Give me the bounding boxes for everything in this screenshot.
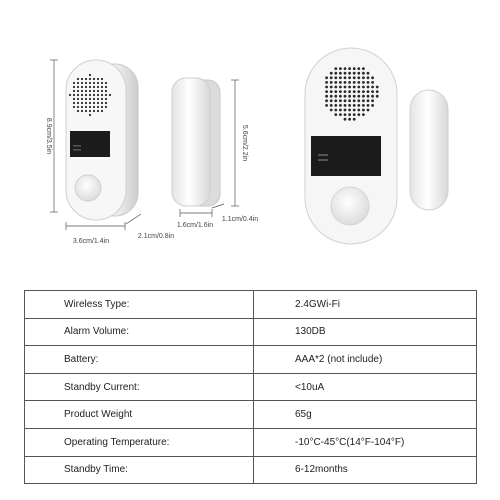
spec-label: Alarm Volume: (25, 318, 254, 346)
spec-row (25, 373, 477, 401)
alarm-unit-angled (66, 60, 138, 220)
door-sensor-angled (172, 78, 220, 206)
spec-label: Standby Time: (25, 456, 254, 484)
spec-value: 65g (254, 401, 477, 429)
spec-value: -10°C-45°C(14°F-104°F) (254, 428, 477, 456)
spec-label: Battery: (25, 346, 254, 374)
spec-value: AAA*2 (not include) (254, 346, 477, 374)
alarm-button-front (331, 187, 369, 225)
spec-row (25, 318, 477, 346)
spec-row (25, 401, 477, 429)
sensor-width-dimension (180, 209, 212, 217)
main-width-dimension (66, 222, 125, 230)
spec-row (25, 456, 477, 484)
spec-row (25, 428, 477, 456)
spec-value: 130DB (254, 318, 477, 346)
sensor-height-dimension (231, 80, 239, 206)
spec-label: Operating Temperature: (25, 428, 254, 456)
display-panel (70, 131, 110, 157)
alarm-button (75, 175, 101, 201)
door-sensor-front (410, 90, 448, 210)
main-height-label: 8.9cm/3.5in (45, 117, 52, 155)
sensor-depth-label: 1.1cm/0.4in (221, 216, 259, 223)
alarm-unit-front (305, 48, 397, 244)
spec-value: 6-12months (254, 456, 477, 484)
spec-row (25, 346, 477, 374)
spec-value: 2.4GWi-Fi (254, 291, 477, 319)
sensor-width-label: 1.6cm/1.6in (176, 222, 214, 229)
spec-label: Product Weight (25, 401, 254, 429)
spec-label: Wireless Type: (25, 291, 254, 319)
spec-table (24, 290, 477, 484)
spec-value: <10uA (254, 373, 477, 401)
spec-row (25, 291, 477, 319)
main-depth-label: 2.1cm/0.8in (137, 233, 175, 240)
sensor-height-label: 5.6cm/2.2in (241, 124, 248, 162)
spec-label: Standby Current: (25, 373, 254, 401)
main-depth-dimension (126, 214, 141, 224)
main-width-label: 3.6cm/1.4in (72, 238, 110, 245)
